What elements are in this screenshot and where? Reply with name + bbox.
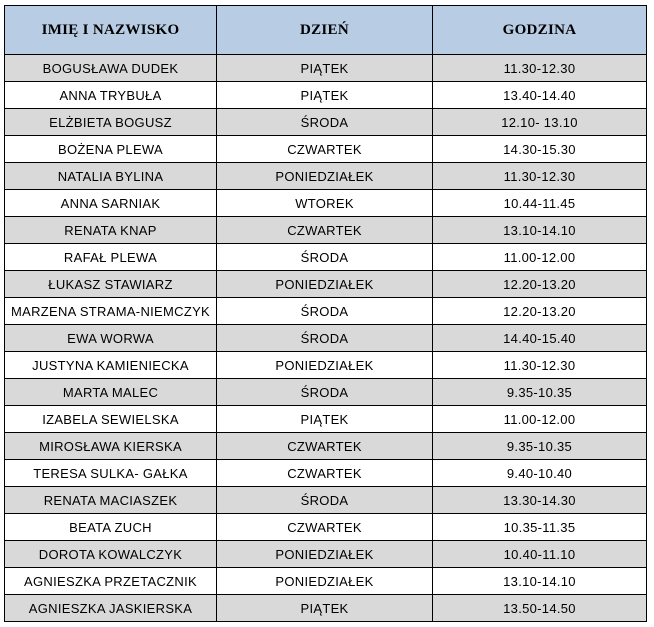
cell-day: PIĄTEK <box>217 406 433 433</box>
header-day: DZIEŃ <box>217 6 433 55</box>
cell-hour: 11.00-12.00 <box>433 406 647 433</box>
table-row <box>5 244 647 271</box>
cell-day: CZWARTEK <box>217 460 433 487</box>
cell-day: PONIEDZIAŁEK <box>217 541 433 568</box>
table-row <box>5 379 647 406</box>
cell-day: ŚRODA <box>217 379 433 406</box>
cell-name: ŁUKASZ STAWIARZ <box>5 271 217 298</box>
table-header <box>5 6 647 55</box>
schedule-sheet <box>4 5 646 622</box>
cell-name: BOŻENA PLEWA <box>5 136 217 163</box>
cell-hour: 10.44-11.45 <box>433 190 647 217</box>
cell-hour: 11.30-12.30 <box>433 352 647 379</box>
cell-day: PONIEDZIAŁEK <box>217 352 433 379</box>
cell-name: BEATA ZUCH <box>5 514 217 541</box>
table-row <box>5 514 647 541</box>
cell-hour: 13.30-14.30 <box>433 487 647 514</box>
table-row <box>5 541 647 568</box>
cell-hour: 12.20-13.20 <box>433 271 647 298</box>
cell-day: PIĄTEK <box>217 82 433 109</box>
cell-name: MARZENA STRAMA-NIEMCZYK <box>5 298 217 325</box>
cell-name: RAFAŁ PLEWA <box>5 244 217 271</box>
header-row <box>5 6 647 55</box>
cell-name: BOGUSŁAWA DUDEK <box>5 55 217 82</box>
cell-hour: 9.35-10.35 <box>433 433 647 460</box>
cell-hour: 14.40-15.40 <box>433 325 647 352</box>
cell-name: AGNIESZKA PRZETACZNIK <box>5 568 217 595</box>
cell-hour: 9.40-10.40 <box>433 460 647 487</box>
cell-day: ŚRODA <box>217 325 433 352</box>
cell-name: ANNA SARNIAK <box>5 190 217 217</box>
cell-day: PONIEDZIAŁEK <box>217 568 433 595</box>
header-name: IMIĘ I NAZWISKO <box>5 6 217 55</box>
cell-hour: 13.50-14.50 <box>433 595 647 622</box>
cell-hour: 13.10-14.10 <box>433 217 647 244</box>
cell-hour: 11.30-12.30 <box>433 163 647 190</box>
cell-name: ELŻBIETA BOGUSZ <box>5 109 217 136</box>
table-row <box>5 487 647 514</box>
cell-name: DOROTA KOWALCZYK <box>5 541 217 568</box>
cell-hour: 14.30-15.30 <box>433 136 647 163</box>
table-row <box>5 82 647 109</box>
cell-day: ŚRODA <box>217 109 433 136</box>
cell-name: MIROSŁAWA KIERSKA <box>5 433 217 460</box>
cell-day: PONIEDZIAŁEK <box>217 163 433 190</box>
cell-day: ŚRODA <box>217 298 433 325</box>
table-row <box>5 325 647 352</box>
cell-day: ŚRODA <box>217 244 433 271</box>
table-row <box>5 271 647 298</box>
cell-hour: 12.10- 13.10 <box>433 109 647 136</box>
cell-day: CZWARTEK <box>217 136 433 163</box>
cell-hour: 13.10-14.10 <box>433 568 647 595</box>
cell-day: CZWARTEK <box>217 217 433 244</box>
cell-hour: 12.20-13.20 <box>433 298 647 325</box>
cell-name: JUSTYNA KAMIENIECKA <box>5 352 217 379</box>
table-row <box>5 352 647 379</box>
table-row <box>5 217 647 244</box>
cell-name: AGNIESZKA JASKIERSKA <box>5 595 217 622</box>
table-row <box>5 460 647 487</box>
cell-name: RENATA MACIASZEK <box>5 487 217 514</box>
table-row <box>5 568 647 595</box>
cell-name: NATALIA BYLINA <box>5 163 217 190</box>
cell-day: CZWARTEK <box>217 514 433 541</box>
table-row <box>5 136 647 163</box>
cell-day: WTOREK <box>217 190 433 217</box>
cell-name: EWA WORWA <box>5 325 217 352</box>
cell-day: ŚRODA <box>217 487 433 514</box>
cell-hour: 10.40-11.10 <box>433 541 647 568</box>
cell-hour: 10.35-11.35 <box>433 514 647 541</box>
cell-name: RENATA KNAP <box>5 217 217 244</box>
cell-day: PONIEDZIAŁEK <box>217 271 433 298</box>
table-row <box>5 433 647 460</box>
schedule-table <box>4 5 647 622</box>
table-body <box>5 55 647 622</box>
table-row <box>5 163 647 190</box>
cell-name: MARTA MALEC <box>5 379 217 406</box>
header-hour: GODZINA <box>433 6 647 55</box>
cell-name: ANNA TRYBUŁA <box>5 82 217 109</box>
table-row <box>5 298 647 325</box>
cell-name: TERESA SULKA- GAŁKA <box>5 460 217 487</box>
table-row <box>5 406 647 433</box>
cell-hour: 9.35-10.35 <box>433 379 647 406</box>
table-row <box>5 55 647 82</box>
cell-name: IZABELA SEWIELSKA <box>5 406 217 433</box>
table-row <box>5 190 647 217</box>
cell-day: PIĄTEK <box>217 595 433 622</box>
table-row <box>5 109 647 136</box>
cell-hour: 11.30-12.30 <box>433 55 647 82</box>
cell-hour: 11.00-12.00 <box>433 244 647 271</box>
cell-day: PIĄTEK <box>217 55 433 82</box>
cell-hour: 13.40-14.40 <box>433 82 647 109</box>
table-row <box>5 595 647 622</box>
cell-day: CZWARTEK <box>217 433 433 460</box>
